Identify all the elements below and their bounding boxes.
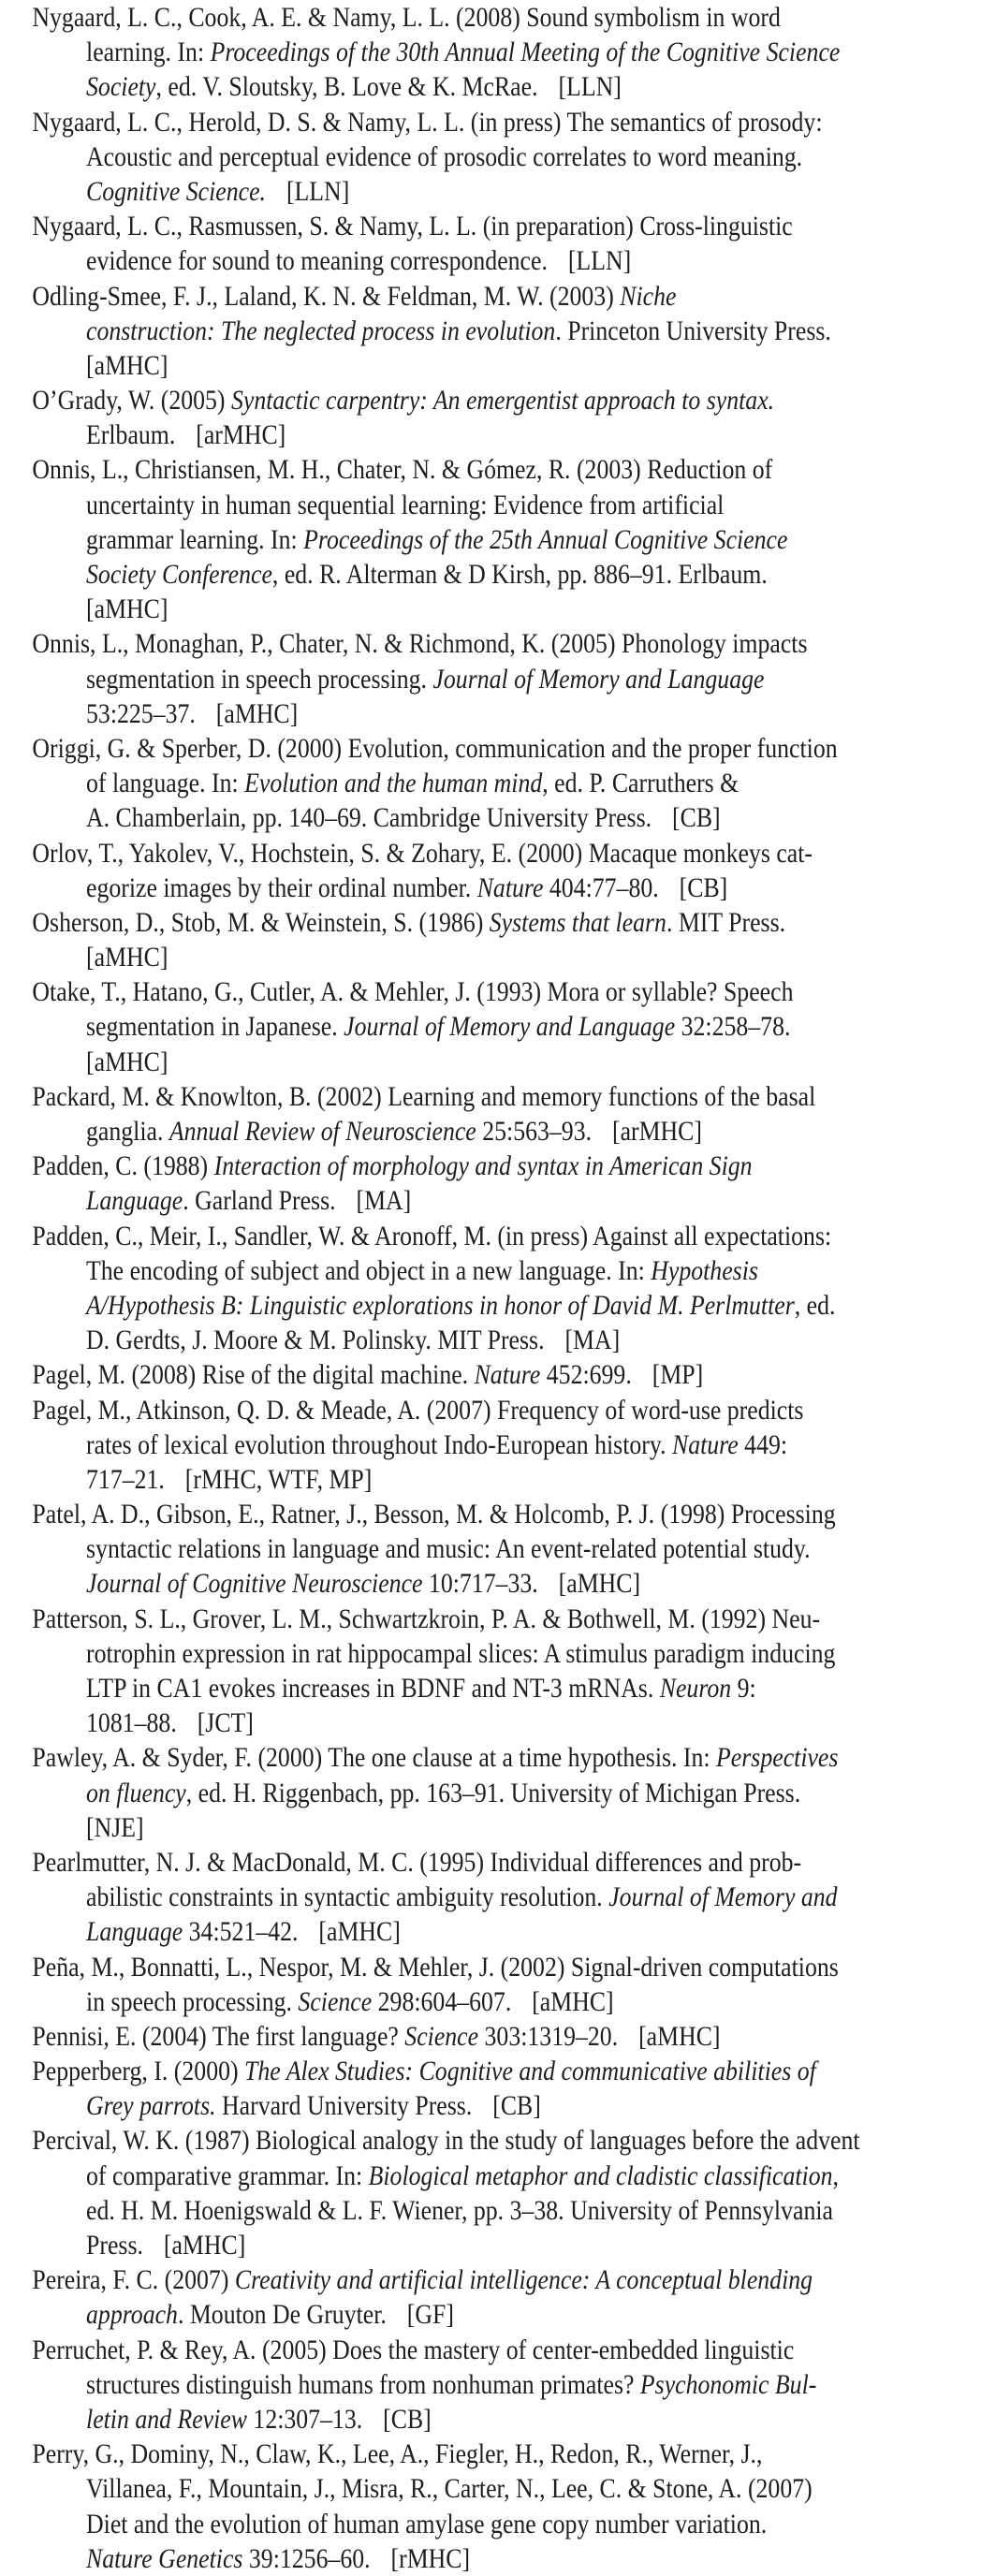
text-segment: Pereira, F. C. (2007) bbox=[32, 2264, 235, 2296]
italic-title-segment: The Alex Studies: Cognitive and communicative abilities of bbox=[244, 2056, 816, 2087]
text-segment: rotrophin expression in rat hippocampal slices: A stimulus paradigm inducing bbox=[86, 1637, 836, 1669]
citation-tag: [arMHC] bbox=[611, 1116, 702, 1147]
italic-title-segment: Cognitive Science. bbox=[86, 175, 267, 207]
italic-title-segment: approach bbox=[86, 2299, 178, 2331]
citation-tag: [aMHC] bbox=[163, 2230, 246, 2261]
text-segment: 34:521–42. bbox=[183, 1916, 299, 1948]
text-segment: 53:225–37. bbox=[86, 697, 196, 729]
reference-first-line bbox=[0, 1079, 981, 1114]
reference-continuation-line bbox=[0, 2367, 981, 2402]
reference-first-line bbox=[0, 2054, 981, 2088]
text-segment: Nygaard, L. C., Herold, D. S. & Namy, L. L. (in press) The semantics of prosody: bbox=[32, 106, 823, 138]
text-segment: . Princeton University Press. bbox=[555, 315, 831, 346]
reference-entry bbox=[0, 1602, 981, 1741]
reference-entry bbox=[0, 1357, 981, 1392]
reference-continuation-line bbox=[0, 1531, 981, 1566]
text-segment: evidence for sound to meaning correspondence. bbox=[86, 245, 548, 277]
reference-continuation-line bbox=[0, 314, 981, 348]
reference-entry bbox=[0, 731, 981, 836]
text-segment: , ed. H. Riggenbach, pp. 163–91. University of Michigan Press. bbox=[185, 1777, 801, 1808]
text-segment: O’Grady, W. (2005) bbox=[32, 385, 231, 417]
reference-continuation-line bbox=[0, 1288, 981, 1323]
reference-first-line bbox=[0, 383, 981, 417]
text-segment: Harvard University Press. bbox=[215, 2090, 473, 2122]
reference-continuation-line bbox=[0, 1566, 981, 1601]
reference-continuation-line bbox=[0, 1114, 981, 1149]
citation-tag: [CB] bbox=[672, 802, 721, 834]
text-segment: , ed. R. Alterman & D Kirsh, pp. 886–91. Erlbaum. bbox=[271, 559, 768, 590]
reference-entry bbox=[0, 452, 981, 626]
italic-title-segment: Interaction of morphology and syntax in American Sign bbox=[213, 1150, 753, 1182]
reference-continuation-line bbox=[0, 871, 981, 905]
text-segment: 1081–88. bbox=[86, 1707, 177, 1739]
reference-first-line bbox=[0, 731, 981, 766]
italic-title-segment: Creativity and artificial intelligence: A conceptual blending bbox=[234, 2264, 813, 2296]
italic-title-segment: Evolution and the human mind bbox=[244, 768, 543, 799]
reference-entry bbox=[0, 2437, 981, 2576]
reference-continuation-line bbox=[0, 2228, 981, 2262]
citation-tag: [LLN] bbox=[558, 71, 622, 103]
reference-first-line bbox=[0, 2123, 981, 2158]
italic-title-segment: Journal of Memory and Language bbox=[344, 1011, 676, 1043]
reference-continuation-line bbox=[0, 1984, 981, 2019]
text-segment: Pearlmutter, N. J. & MacDonald, M. C. (1995) Individual differences and prob- bbox=[32, 1846, 802, 1878]
italic-title-segment: Science bbox=[404, 2020, 479, 2052]
reference-first-line bbox=[0, 105, 981, 139]
reference-continuation-line bbox=[0, 243, 981, 278]
reference-continuation-line bbox=[0, 2088, 981, 2123]
reference-continuation-line bbox=[0, 557, 981, 592]
reference-continuation-line bbox=[0, 1045, 981, 1079]
reference-continuation-line bbox=[0, 1914, 981, 1949]
reference-continuation-line bbox=[0, 1705, 981, 1740]
reference-entry bbox=[0, 1845, 981, 1950]
reference-first-line bbox=[0, 1602, 981, 1636]
reference-first-line bbox=[0, 279, 981, 314]
reference-continuation-line bbox=[0, 592, 981, 626]
reference-entry bbox=[0, 905, 981, 974]
text-segment: egorize images by their ordinal number. bbox=[86, 871, 477, 903]
reference-first-line bbox=[0, 2019, 981, 2054]
reference-entry bbox=[0, 209, 981, 278]
reference-first-line bbox=[0, 1740, 981, 1775]
reference-first-line bbox=[0, 452, 981, 487]
text-segment: learning. In: bbox=[86, 37, 211, 68]
text-segment: 452:699. bbox=[540, 1359, 632, 1391]
text-segment: abilistic constraints in syntactic ambiguity resolution. bbox=[86, 1881, 609, 1913]
citation-tag: [MP] bbox=[652, 1359, 704, 1391]
text-segment: Peña, M., Bonnatti, L., Nespor, M. & Mehler, J. (2002) Signal-driven computations bbox=[32, 1951, 839, 1983]
italic-title-segment: Nature bbox=[474, 1359, 541, 1391]
italic-title-segment: Science bbox=[298, 1985, 373, 2017]
reference-continuation-line bbox=[0, 2471, 981, 2506]
reference-continuation-line bbox=[0, 800, 981, 835]
text-segment: Percival, W. K. (1987) Biological analogy in the study of languages before the advent bbox=[32, 2125, 860, 2157]
text-segment: Otake, T., Hatano, G., Cutler, A. & Mehler, J. (1993) Mora or syllable? Speech bbox=[32, 976, 794, 1008]
italic-title-segment: Nature bbox=[476, 871, 544, 903]
citation-tag: [MA] bbox=[356, 1185, 412, 1217]
reference-continuation-line bbox=[0, 1253, 981, 1288]
text-segment: Perruchet, P. & Rey, A. (2005) Does the mastery of center-embedded linguistic bbox=[32, 2334, 795, 2365]
reference-first-line bbox=[0, 626, 981, 661]
text-segment: Perry, G., Dominy, N., Claw, K., Lee, A., Fiegler, H., Redon, R., Werner, J., bbox=[32, 2438, 763, 2470]
citation-tag: [aMHC] bbox=[532, 1985, 614, 2017]
text-segment: 303:1319–20. bbox=[478, 2020, 619, 2052]
citation-tag: [rMHC] bbox=[390, 2542, 471, 2574]
text-segment: structures distinguish humans from nonhuman primates? bbox=[86, 2368, 640, 2400]
text-segment: A. Chamberlain, pp. 140–69. Cambridge University Press. bbox=[86, 802, 652, 834]
reference-first-line bbox=[0, 2437, 981, 2471]
text-segment: Padden, C., Meir, I., Sandler, W. & Aronoff, M. (in press) Against all expectations: bbox=[32, 1220, 832, 1251]
italic-title-segment: Hypothesis bbox=[651, 1254, 758, 1286]
reference-first-line bbox=[0, 209, 981, 243]
reference-first-line bbox=[0, 1845, 981, 1880]
text-segment: Origgi, G. & Sperber, D. (2000) Evolution, communication and the proper function bbox=[32, 732, 838, 764]
reference-entry bbox=[0, 626, 981, 731]
reference-continuation-line bbox=[0, 2402, 981, 2437]
italic-title-segment: Journal of Memory and Language bbox=[432, 663, 765, 695]
text-segment: LTP in CA1 evokes increases in BDNF and NT-3 mRNAs. bbox=[86, 1673, 660, 1704]
reference-entry bbox=[0, 2262, 981, 2332]
reference-entry bbox=[0, 0, 981, 105]
reference-continuation-line bbox=[0, 662, 981, 696]
reference-continuation-line bbox=[0, 174, 981, 209]
text-segment: , ed. V. Sloutsky, B. Love & K. McRae. bbox=[155, 71, 538, 103]
citation-tag: [aMHC] bbox=[86, 593, 168, 625]
reference-first-line bbox=[0, 836, 981, 871]
text-segment: Pagel, M., Atkinson, Q. D. & Meade, A. (2007) Frequency of word-use predicts bbox=[32, 1394, 804, 1426]
italic-title-segment: Language bbox=[86, 1185, 183, 1217]
text-segment: Osherson, D., Stob, M. & Weinstein, S. (1986) bbox=[32, 906, 490, 938]
text-segment: Patterson, S. L., Grover, L. M., Schwartzkroin, P. A. & Bothwell, M. (1992) Neu- bbox=[32, 1603, 821, 1634]
reference-continuation-line bbox=[0, 1009, 981, 1044]
reference-continuation-line bbox=[0, 522, 981, 557]
italic-title-segment: Nature Genetics bbox=[86, 2542, 243, 2574]
reference-continuation-line bbox=[0, 1810, 981, 1845]
reference-first-line bbox=[0, 2333, 981, 2367]
reference-continuation-line bbox=[0, 417, 981, 452]
citation-tag: [CB] bbox=[492, 2090, 541, 2122]
italic-title-segment: Proceedings of the 25th Annual Cognitive Science bbox=[303, 523, 788, 555]
reference-continuation-line bbox=[0, 1183, 981, 1218]
citation-tag: [aMHC] bbox=[86, 1046, 168, 1077]
text-segment: Pennisi, E. (2004) The first language? bbox=[32, 2020, 405, 2052]
reference-entry bbox=[0, 1393, 981, 1498]
citation-tag: [NJE] bbox=[86, 1811, 144, 1843]
citation-tag: [aMHC] bbox=[86, 349, 168, 381]
italic-title-segment: Journal of Cognitive Neuroscience bbox=[86, 1568, 423, 1600]
italic-title-segment: construction: The neglected process in evolution bbox=[86, 315, 556, 346]
text-segment: , ed. bbox=[794, 1289, 836, 1321]
text-segment: Orlov, T., Yakolev, V., Hochstein, S. & Zohary, E. (2000) Macaque monkeys cat- bbox=[32, 837, 813, 869]
reference-continuation-line bbox=[0, 2297, 981, 2332]
text-segment: uncertainty in human sequential learning: Evidence from artificial bbox=[86, 489, 725, 520]
citation-tag: [CB] bbox=[679, 871, 728, 903]
reference-continuation-line bbox=[0, 1636, 981, 1671]
italic-title-segment: Annual Review of Neuroscience bbox=[168, 1116, 476, 1147]
reference-continuation-line bbox=[0, 2193, 981, 2228]
text-segment: in speech processing. bbox=[86, 1985, 299, 2017]
text-segment: Odling-Smee, F. J., Laland, K. N. & Feldman, M. W. (2003) bbox=[32, 280, 621, 312]
reference-continuation-line bbox=[0, 1427, 981, 1462]
reference-entry bbox=[0, 279, 981, 384]
citation-tag: [aMHC] bbox=[215, 697, 299, 729]
citation-tag: [aMHC] bbox=[86, 942, 168, 973]
text-segment: Nygaard, L. C., Rasmussen, S. & Namy, L. L. (in preparation) Cross-linguistic bbox=[32, 211, 793, 242]
citation-tag: [aMHC] bbox=[558, 1568, 641, 1600]
reference-entry bbox=[0, 974, 981, 1079]
reference-continuation-line bbox=[0, 348, 981, 383]
text-segment: Onnis, L., Monaghan, P., Chater, N. & Richmond, K. (2005) Phonology impacts bbox=[32, 628, 808, 660]
italic-title-segment: Biological metaphor and cladistic classification bbox=[368, 2159, 833, 2191]
citation-tag: [MA] bbox=[564, 1325, 621, 1356]
text-segment: grammar learning. In: bbox=[86, 523, 304, 555]
citation-tag: [arMHC] bbox=[196, 419, 286, 451]
text-segment: Acoustic and perceptual evidence of prosodic correlates to word meaning. bbox=[86, 140, 803, 172]
reference-continuation-line bbox=[0, 69, 981, 104]
text-segment: 12:307–13. bbox=[246, 2403, 363, 2435]
italic-title-segment: A/Hypothesis B: Linguistic explorations in honor of David M. Perlmutter bbox=[86, 1289, 795, 1321]
reference-entry bbox=[0, 1149, 981, 1218]
text-segment: ganglia. bbox=[86, 1116, 169, 1147]
reference-first-line bbox=[0, 1219, 981, 1253]
italic-title-segment: Society Conference bbox=[86, 559, 272, 590]
reference-first-line bbox=[0, 974, 981, 1009]
reference-continuation-line bbox=[0, 1671, 981, 1705]
reference-continuation-line bbox=[0, 940, 981, 974]
reference-continuation-line bbox=[0, 1776, 981, 1810]
text-segment: segmentation in speech processing. bbox=[86, 663, 433, 695]
citation-tag: [LLN] bbox=[567, 245, 632, 277]
text-segment: Pagel, M. (2008) Rise of the digital machine. bbox=[32, 1359, 475, 1391]
reference-first-line bbox=[0, 1497, 981, 1531]
text-segment: Patel, A. D., Gibson, E., Ratner, J., Besson, M. & Holcomb, P. J. (1998) Processing bbox=[32, 1499, 836, 1530]
text-segment: Press. bbox=[86, 2230, 143, 2261]
italic-title-segment: Journal of Memory and bbox=[608, 1881, 838, 1913]
text-segment: , bbox=[832, 2159, 839, 2191]
text-segment: syntactic relations in language and music: An event-related potential study. bbox=[86, 1533, 811, 1565]
text-segment: D. Gerdts, J. Moore & M. Polinsky. MIT Press. bbox=[86, 1325, 545, 1356]
reference-continuation-line bbox=[0, 2507, 981, 2541]
text-segment: rates of lexical evolution throughout Indo-European history. bbox=[86, 1428, 672, 1460]
reference-entry bbox=[0, 2019, 981, 2054]
text-segment: Villanea, F., Mountain, J., Misra, R., Carter, N., Lee, C. & Stone, A. (2007) bbox=[86, 2473, 813, 2505]
citation-tag: [aMHC] bbox=[318, 1916, 401, 1948]
text-segment: 449: bbox=[738, 1428, 788, 1460]
reference-entry bbox=[0, 1079, 981, 1149]
reference-entry bbox=[0, 2054, 981, 2123]
reference-entry bbox=[0, 1497, 981, 1602]
reference-continuation-line bbox=[0, 488, 981, 522]
reference-first-line bbox=[0, 905, 981, 940]
reference-continuation-line bbox=[0, 139, 981, 174]
citation-tag: [rMHC, WTF, MP] bbox=[184, 1463, 373, 1495]
text-segment: Padden, C. (1988) bbox=[32, 1150, 214, 1182]
italic-title-segment: letin and Review bbox=[86, 2403, 247, 2435]
text-segment: 10:717–33. bbox=[422, 1568, 538, 1600]
reference-entry bbox=[0, 2333, 981, 2437]
italic-title-segment: Syntactic carpentry: An emergentist approach to syntax. bbox=[230, 385, 775, 417]
italic-title-segment: Language bbox=[86, 1916, 183, 1948]
reference-continuation-line bbox=[0, 2541, 981, 2576]
italic-title-segment: Grey parrots. bbox=[86, 2090, 216, 2122]
text-segment: of language. In: bbox=[86, 768, 245, 799]
text-segment: 9: bbox=[731, 1673, 756, 1704]
reference-first-line bbox=[0, 1357, 981, 1392]
text-segment: Diet and the evolution of human amylase gene copy number variation. bbox=[86, 2508, 768, 2539]
text-segment: Pawley, A. & Syder, F. (2000) The one clause at a time hypothesis. In: bbox=[32, 1742, 717, 1774]
text-segment: segmentation in Japanese. bbox=[86, 1011, 344, 1043]
reference-entry bbox=[0, 1219, 981, 1358]
reference-continuation-line bbox=[0, 35, 981, 69]
text-segment: 298:604–607. bbox=[372, 1985, 512, 2017]
text-segment: . Mouton De Gruyter. bbox=[177, 2299, 387, 2331]
italic-title-segment: Society bbox=[86, 71, 156, 103]
text-segment: . Garland Press. bbox=[183, 1185, 336, 1217]
reference-first-line bbox=[0, 1393, 981, 1427]
text-segment: Pepperberg, I. (2000) bbox=[32, 2056, 245, 2087]
text-segment: ed. H. M. Hoenigswald & L. F. Wiener, pp. 3–38. University of Pennsylvania bbox=[86, 2194, 833, 2226]
reference-continuation-line bbox=[0, 1323, 981, 1357]
italic-title-segment: Nature bbox=[671, 1428, 739, 1460]
reference-entry bbox=[0, 383, 981, 452]
text-segment: 25:563–93. bbox=[476, 1116, 593, 1147]
citation-tag: [GF] bbox=[406, 2299, 454, 2331]
citation-tag: [LLN] bbox=[286, 175, 350, 207]
text-segment: 39:1256–60. bbox=[242, 2542, 371, 2574]
text-segment: Nygaard, L. C., Cook, A. E. & Namy, L. L. (2008) Sound symbolism in word bbox=[32, 2, 781, 33]
text-segment: 404:77–80. bbox=[543, 871, 659, 903]
italic-title-segment: Niche bbox=[620, 280, 677, 312]
reference-entry bbox=[0, 836, 981, 905]
citation-tag: [JCT] bbox=[197, 1707, 254, 1739]
text-segment: of comparative grammar. In: bbox=[86, 2159, 369, 2191]
reference-continuation-line bbox=[0, 1462, 981, 1497]
reference-continuation-line bbox=[0, 696, 981, 731]
text-segment: . MIT Press. bbox=[666, 906, 786, 938]
text-segment: The encoding of subject and object in a new language. In: bbox=[86, 1254, 652, 1286]
text-segment: 717–21. bbox=[86, 1463, 165, 1495]
italic-title-segment: Psychonomic Bul- bbox=[639, 2368, 817, 2400]
reference-entry bbox=[0, 1950, 981, 2019]
reference-first-line bbox=[0, 1950, 981, 1984]
text-segment: Erlbaum. bbox=[86, 419, 176, 451]
reference-entry bbox=[0, 2123, 981, 2262]
reference-continuation-line bbox=[0, 766, 981, 800]
italic-title-segment: Systems that learn bbox=[489, 906, 666, 938]
italic-title-segment: Perspectives bbox=[716, 1742, 839, 1774]
text-segment: Onnis, L., Christiansen, M. H., Chater, N. & Gómez, R. (2003) Reduction of bbox=[32, 454, 773, 486]
text-segment: 32:258–78. bbox=[675, 1011, 791, 1043]
text-segment: , ed. P. Carruthers & bbox=[542, 768, 739, 799]
citation-tag: [CB] bbox=[383, 2403, 432, 2435]
reference-continuation-line bbox=[0, 2159, 981, 2193]
citation-tag: [aMHC] bbox=[638, 2020, 721, 2052]
italic-title-segment: on fluency bbox=[86, 1777, 186, 1808]
reference-first-line bbox=[0, 2262, 981, 2297]
reference-entry bbox=[0, 105, 981, 210]
reference-first-line bbox=[0, 1149, 981, 1183]
italic-title-segment: Neuron bbox=[659, 1673, 732, 1704]
text-segment: Packard, M. & Knowlton, B. (2002) Learning and memory functions of the basal bbox=[32, 1080, 816, 1112]
reference-entry bbox=[0, 1740, 981, 1845]
reference-first-line bbox=[0, 0, 981, 35]
reference-continuation-line bbox=[0, 1880, 981, 1914]
italic-title-segment: Proceedings of the 30th Annual Meeting of the Cognitive Science bbox=[210, 37, 841, 68]
